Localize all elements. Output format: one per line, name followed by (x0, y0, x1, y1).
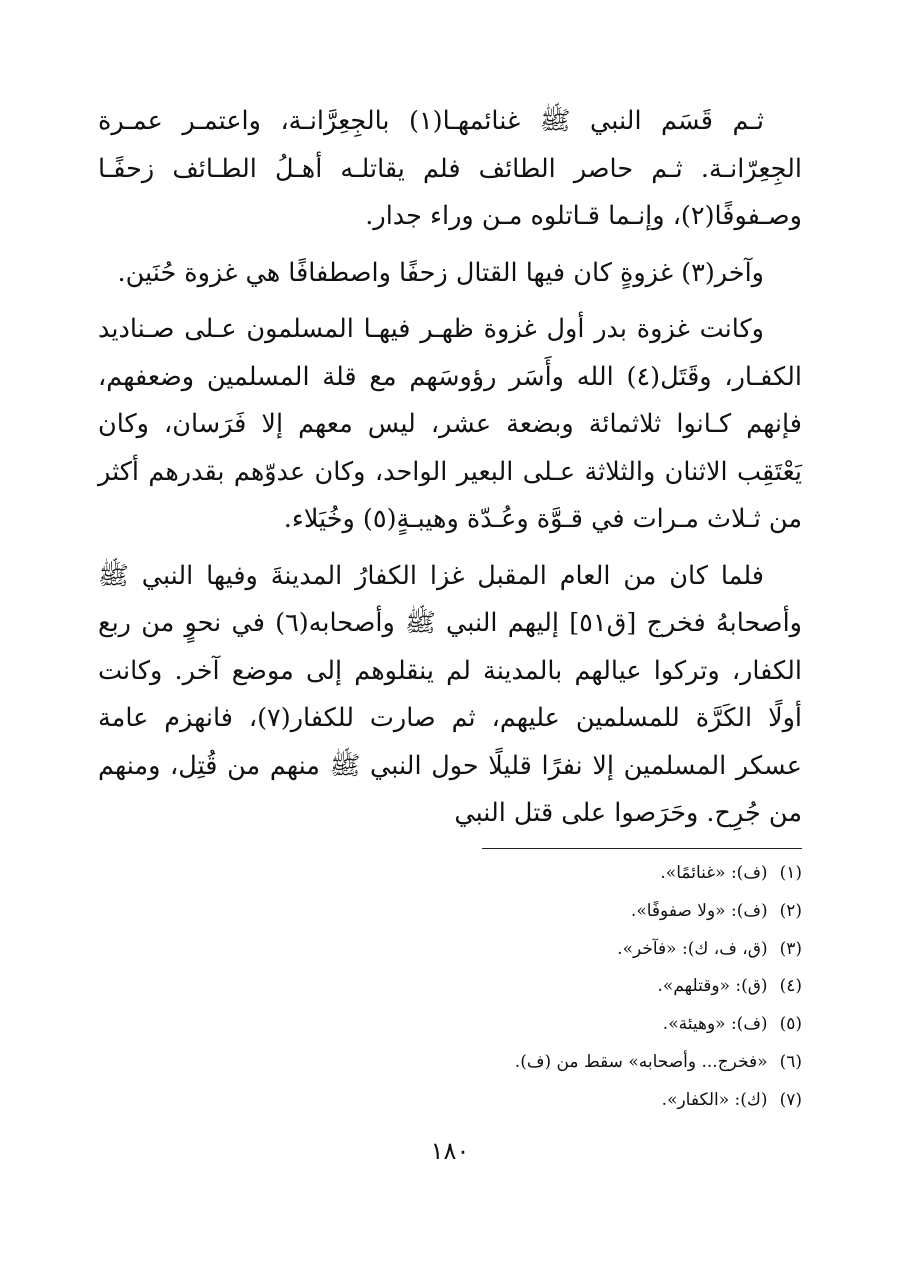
footnote-text: «فخرج... وأصحابه» سقط من (ف). (514, 1051, 768, 1072)
footnote-number: (٢) (779, 900, 802, 921)
paragraph: وآخر(٣) غزوةٍ كان فيها القتال زحفًا واصطفافًا هي غزوة حُنَين. (117, 257, 764, 288)
page-number: ١٨٠ (430, 1137, 470, 1165)
footnote-number: (٦) (779, 1051, 802, 1072)
main-text (98, 98, 802, 838)
footnote (102, 1006, 802, 1044)
footnote-text: (ق): «وقتلهم». (657, 976, 768, 997)
footnote (102, 855, 802, 893)
footnotes-list (102, 855, 802, 1120)
footnote-text: (ف): «غنائمًا». (660, 863, 768, 883)
footnote-separator (482, 848, 802, 849)
footnote (102, 893, 802, 931)
footnote-text: (ف): «وهيئة». (662, 1014, 768, 1035)
footnote-number: (١) (779, 863, 802, 883)
footnote (102, 968, 802, 1006)
paragraph: فلما كان من العام المقبل غزا الكفارُ المدينةَ وفيها النبي ﷺ وأصحابهُ فخرج [ق٥١] إليهم النبي ﷺ وأصحابه(٦) في نحوٍ من ربع الكفار، وتركوا عيالهم بالمدينة لم ينقلوهم إلى موضع آخر. وكانت أولًا الكَرَّة للمسلمين عليهم، ثم صارت للكفار(٧)، فانهزم عامة عسكر المسلمين إلا نفرًا قليلًا حول النبي ﷺ منهم من قُتِل، ومنهم من جُرِح. وحَرَصوا على قتل النبي (98, 560, 803, 828)
footnote-number: (٤) (779, 976, 802, 997)
footnote (102, 1082, 802, 1120)
footnote-text: (ق، ف، ك): «فآخر». (617, 938, 768, 959)
footnote-number: (٧) (779, 1089, 802, 1110)
paragraph: ثـم قَسَم النبي ﷺ غنائمهـا(١) بالجِعِرَّانـة، واعتمـر عمـرة الجِعِرّانـة. ثـم حاصر الطائف فلم يقاتلـه أهـلُ الطـائف زحفًـا وصـفوفًا(٢)، وإنـما قـاتلوه مـن وراء جدار. (98, 106, 802, 231)
footnote-number: (٥) (779, 1014, 802, 1035)
footnote-text: (ف): «ولا صفوفًا». (630, 900, 768, 921)
footnote-number: (٣) (779, 938, 802, 959)
footnote (102, 931, 802, 969)
paragraph: وكانت غزوة بدر أول غزوة ظهـر فيهـا المسلمون عـلى صـناديد الكفـار، وقَتَل(٤) الله وأَسَر رؤوسَهم مع قلة المسلمين وضعفهم، فإنهم كـانوا ثلاثمائة وبضعة عشر، ليس معهم إلا فَرَسان، وكان يَعْتَقِب الاثنان والثلاثة عـلى البعير الواحد، وكان عدوّهم بقدرهم أكثر من ثـلاث مـرات في قـوَّة وعُـدّة وهيبـةٍ(٥) وخُيَلاء. (98, 314, 802, 534)
footnote (102, 1044, 802, 1082)
footnote-text: (ك): «الكفار». (661, 1089, 768, 1110)
